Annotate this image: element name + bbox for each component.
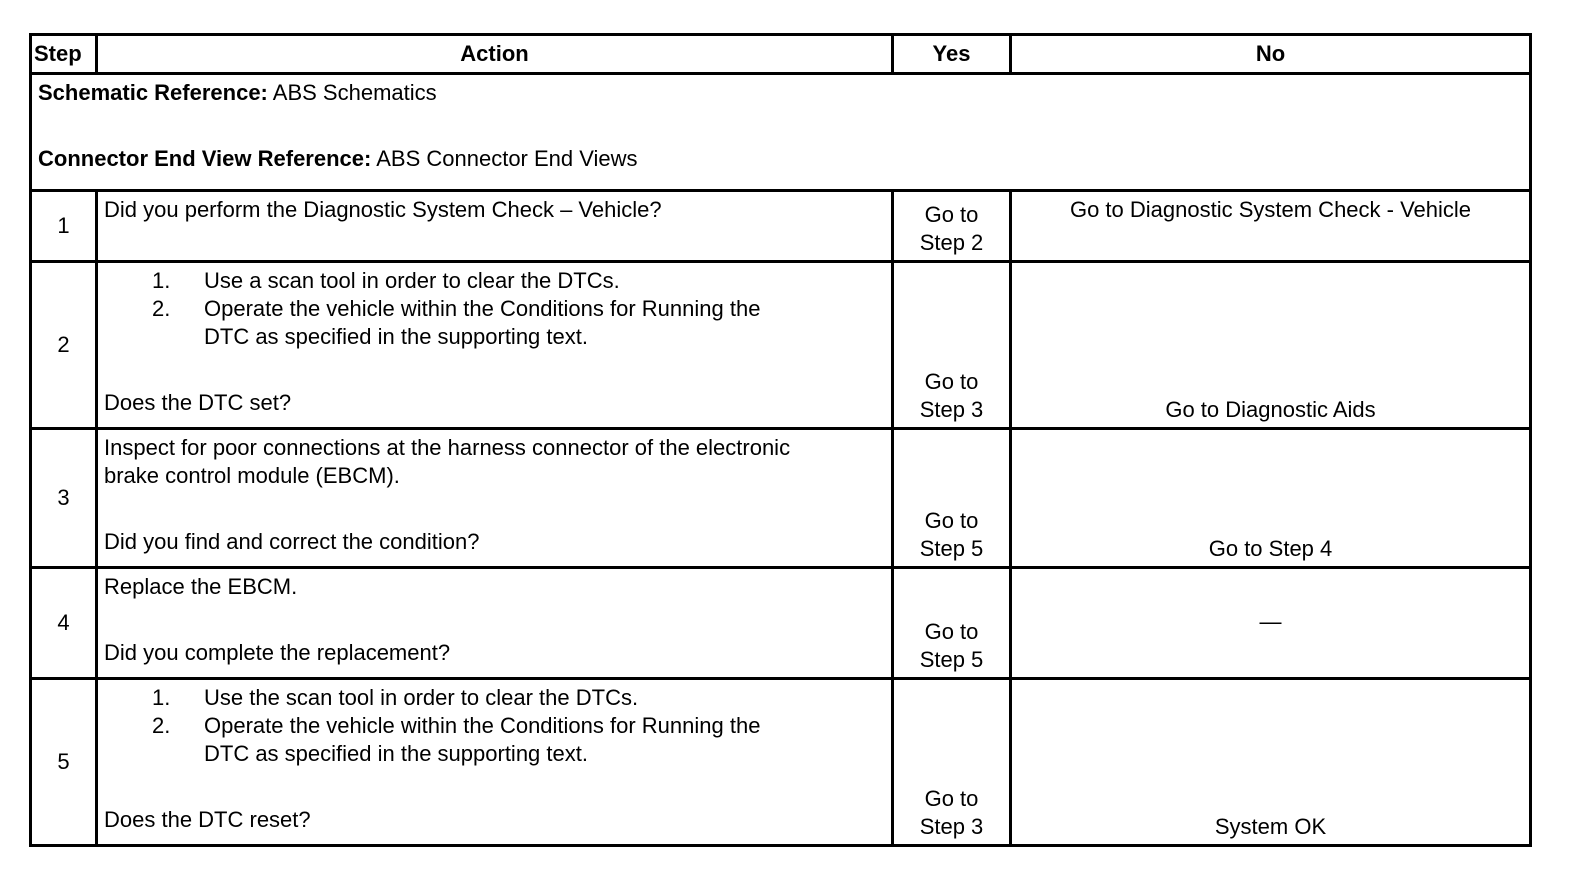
diagnostic-table (29, 33, 1532, 847)
step-action (97, 191, 893, 262)
yes-text: Go to (924, 619, 979, 644)
step-number: 1 (31, 191, 97, 262)
connector-reference-value: ABS Connector End Views (376, 146, 638, 171)
step-yes (893, 262, 1011, 429)
step-number: 5 (31, 679, 97, 846)
list-text: Use the scan tool in order to clear the DTCs. (204, 685, 639, 710)
yes-text: Step 2 (919, 230, 984, 255)
list-text-line: Operate the vehicle within the Conditions for Running the (204, 296, 761, 321)
list-text (204, 295, 885, 351)
header-step: Step (31, 35, 97, 74)
list-item (104, 712, 885, 768)
step-row-3 (31, 429, 1531, 568)
header-no: No (1011, 35, 1531, 74)
step-no: Go to Step 4 (1011, 429, 1531, 568)
list-number: 1. (152, 268, 171, 293)
step-number: 4 (31, 568, 97, 679)
spacer (104, 601, 885, 639)
question-text: Did you complete the replacement? (104, 640, 451, 665)
schematic-reference (38, 79, 1523, 107)
connector-reference (38, 145, 1523, 173)
step-no: Go to Diagnostic Aids (1011, 262, 1531, 429)
spacer (104, 351, 885, 379)
header-row (31, 35, 1531, 74)
yes-text: Go to (924, 202, 979, 227)
yes-text: Step 3 (919, 397, 984, 422)
header-action: Action (97, 35, 893, 74)
step-no: System OK (1011, 679, 1531, 846)
list-number: 1. (152, 685, 171, 710)
step-action (97, 568, 893, 679)
header-yes: Yes (893, 35, 1011, 74)
action-text: Did you perform the Diagnostic System Check – Vehicle? (104, 197, 662, 222)
yes-text: Go to (924, 369, 979, 394)
reference-row (31, 74, 1531, 191)
list-text (204, 712, 885, 768)
question-text: Does the DTC set? (104, 390, 292, 415)
list-item (104, 295, 885, 351)
action-text: brake control module (EBCM). (104, 463, 400, 488)
step-yes (893, 568, 1011, 679)
step-number: 2 (31, 262, 97, 429)
step-yes (893, 679, 1011, 846)
spacer (38, 107, 1523, 145)
step-no (1011, 568, 1531, 679)
step-row-5 (31, 679, 1531, 846)
reference-cell (31, 74, 1531, 191)
yes-text: Step 3 (919, 814, 984, 839)
schematic-reference-label: Schematic Reference: (38, 80, 268, 105)
list-item (104, 684, 885, 712)
list-text-line: DTC as specified in the supporting text. (204, 324, 588, 349)
list-text-line: Operate the vehicle within the Conditions for Running the (204, 713, 761, 738)
step-number: 3 (31, 429, 97, 568)
question-text: Does the DTC reset? (104, 807, 311, 832)
list-text: Use a scan tool in order to clear the DTCs. (204, 268, 620, 293)
spacer (104, 490, 885, 528)
no-dash: — (1259, 608, 1282, 634)
step-row-2 (31, 262, 1531, 429)
step-yes (893, 429, 1011, 568)
question-text: Did you find and correct the condition? (104, 529, 480, 554)
step-action (97, 262, 893, 429)
list-text-line: DTC as specified in the supporting text. (204, 741, 588, 766)
step-row-1 (31, 191, 1531, 262)
list-number: 2. (152, 296, 171, 321)
yes-text: Step 5 (919, 536, 984, 561)
schematic-reference-value: ABS Schematics (272, 80, 437, 105)
yes-text: Step 5 (919, 647, 984, 672)
step-action (97, 429, 893, 568)
spacer (104, 768, 885, 796)
yes-text: Go to (924, 508, 979, 533)
step-row-4 (31, 568, 1531, 679)
action-text: Replace the EBCM. (104, 574, 298, 599)
list-item (104, 267, 885, 295)
list-number: 2. (152, 713, 171, 738)
action-text: Inspect for poor connections at the harness connector of the electronic (104, 435, 791, 460)
step-no: Go to Diagnostic System Check - Vehicle (1011, 191, 1531, 262)
step-action (97, 679, 893, 846)
yes-text: Go to (924, 786, 979, 811)
step-yes (893, 191, 1011, 262)
connector-reference-label: Connector End View Reference: (38, 146, 372, 171)
